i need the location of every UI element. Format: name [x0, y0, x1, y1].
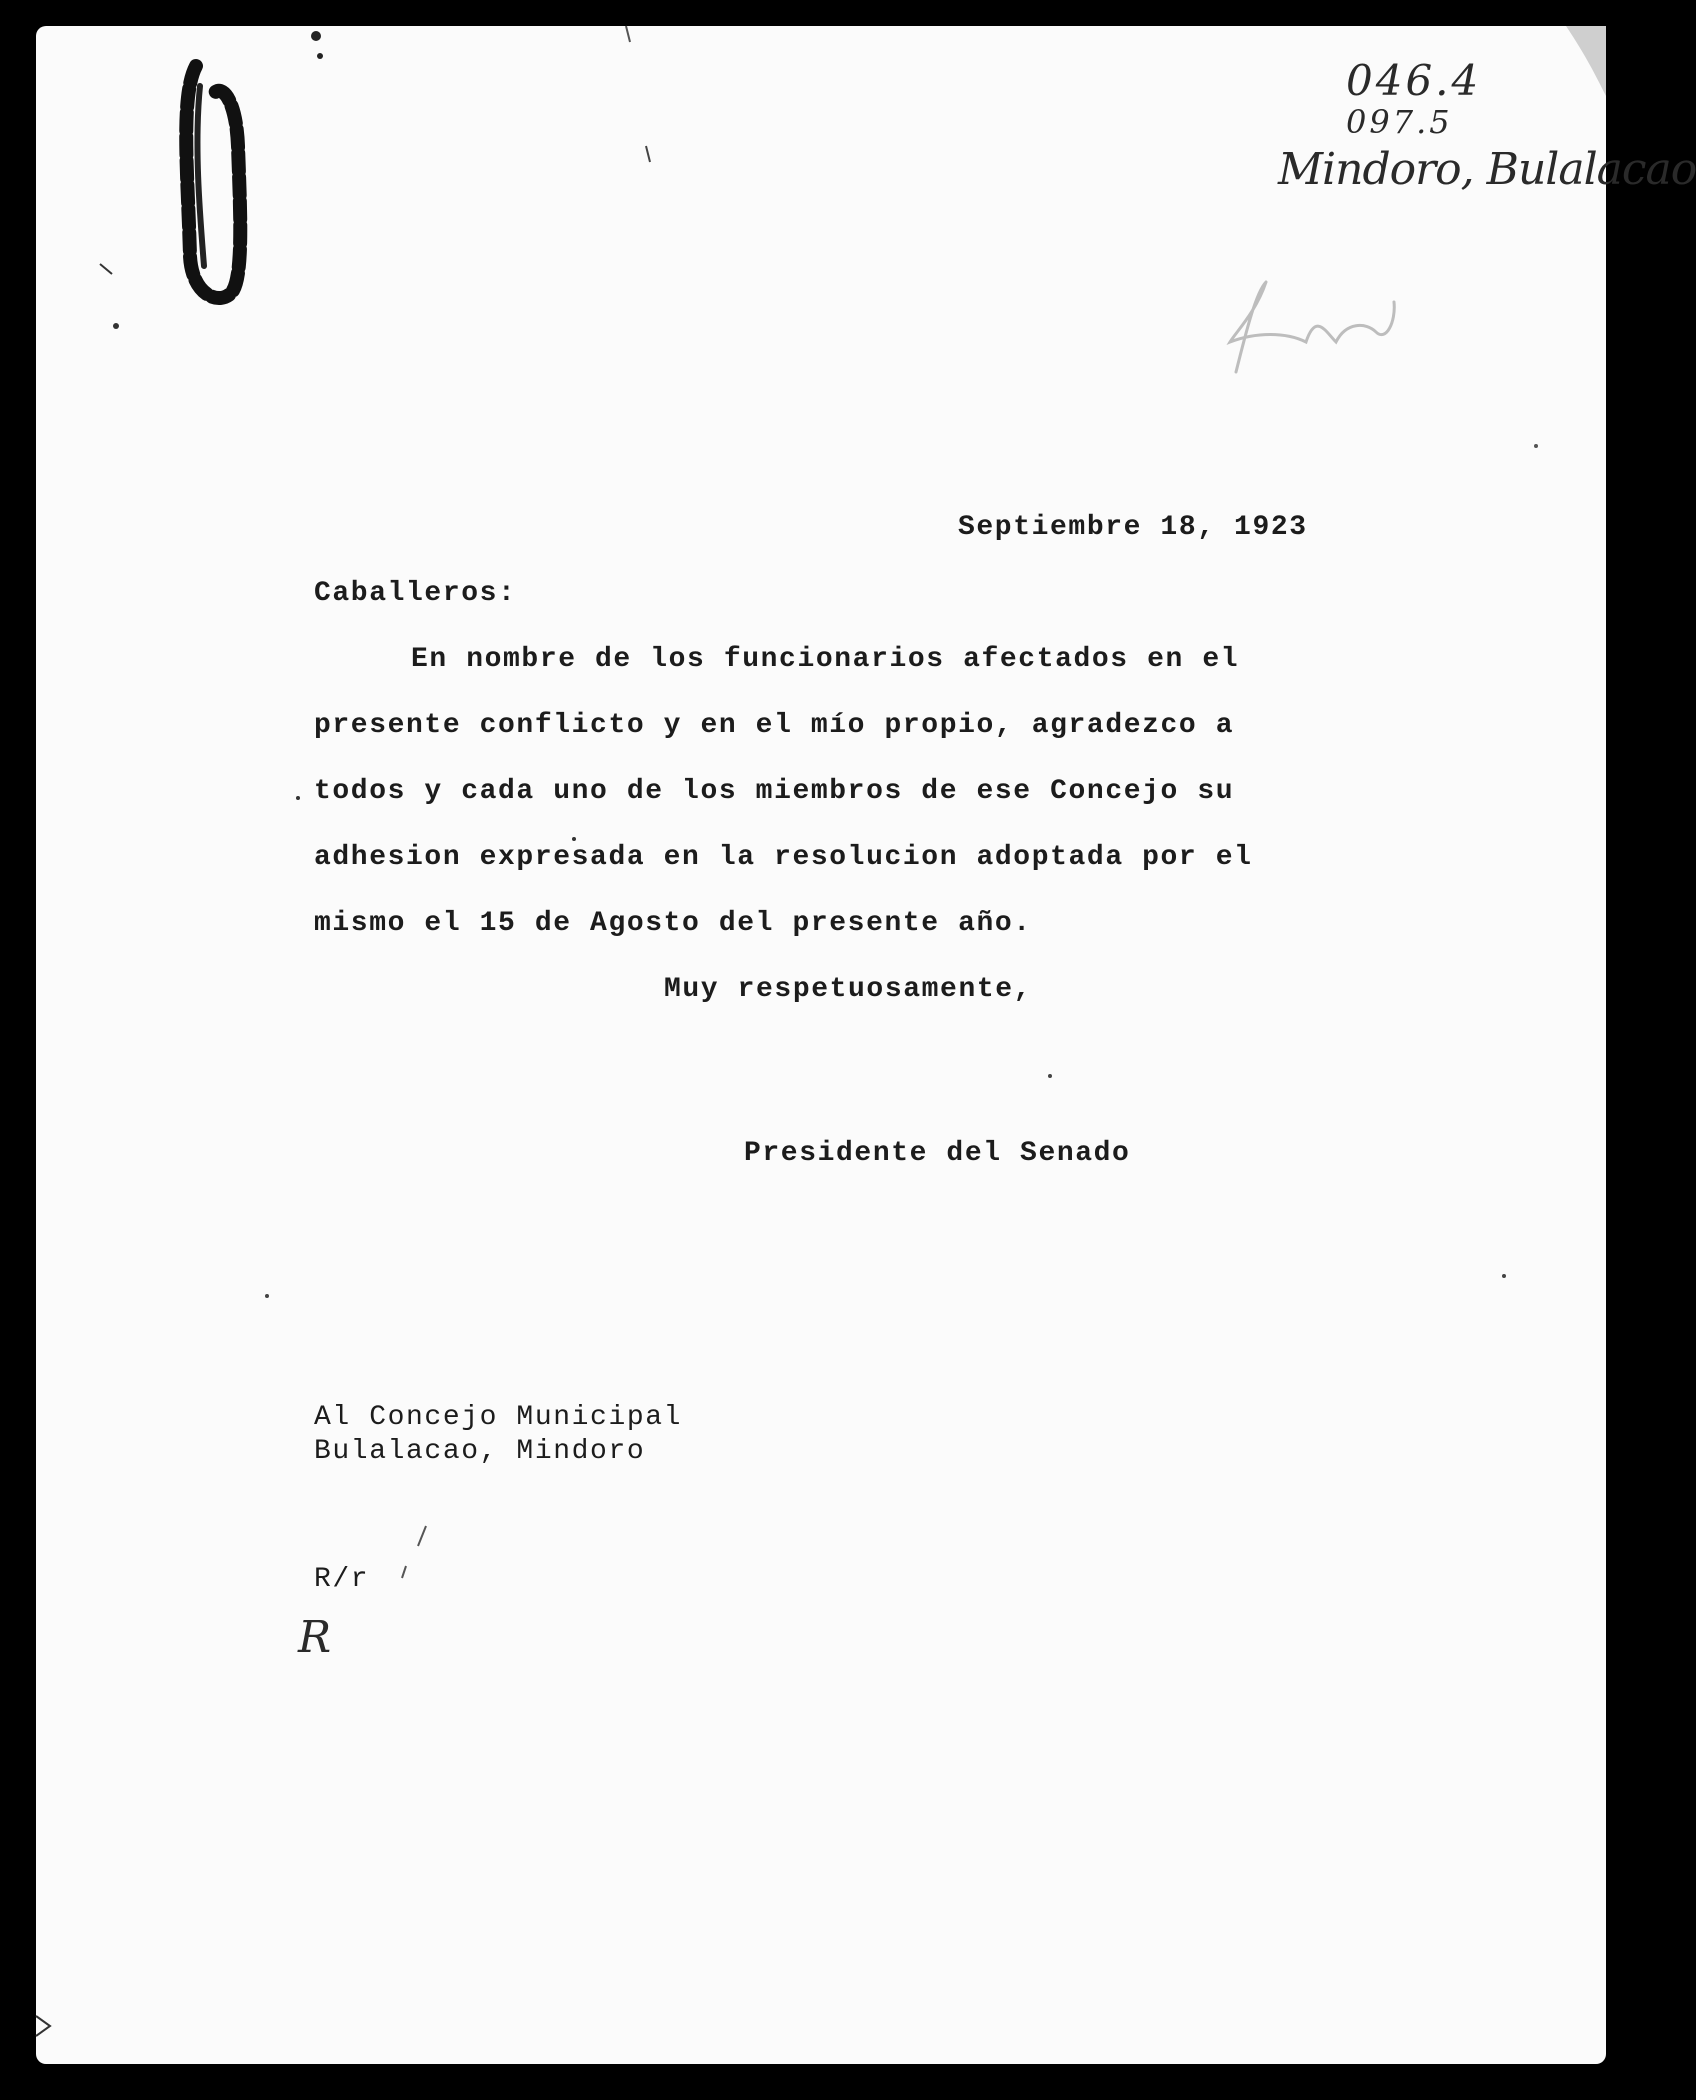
archive-code-1: 046.4 [1346, 56, 1482, 105]
recipient-line-1: Al Concejo Municipal [314, 1402, 683, 1433]
letter-salutation: Caballeros: [314, 578, 517, 609]
signature-title: Presidente del Senado [744, 1138, 1131, 1169]
letter-body-line: todos y cada uno de los miembros de ese Concejo su [314, 776, 1235, 807]
recipient-line-2: Bulalacao, Mindoro [314, 1436, 646, 1467]
letter-body-line: En nombre de los funcionarios afectados en el [411, 644, 1240, 675]
letter-body-line: adhesion expresada en la resolucion adoptada por el [314, 842, 1253, 873]
letter-date: Septiembre 18, 1923 [958, 512, 1308, 543]
reference-initials: R/r [314, 1564, 370, 1595]
letter-body-line: mismo el 15 de Agosto del presente año. [314, 908, 1032, 939]
handwritten-initial: R [298, 1612, 332, 1663]
letter-closing: Muy respetuosamente, [664, 974, 1033, 1005]
archive-code-2: 097.5 [1346, 103, 1453, 141]
pencil-scribble [1226, 272, 1426, 392]
corner-fold [1566, 26, 1606, 96]
archive-subject: Mindoro, Bulalacao [1278, 144, 1696, 195]
letter-page [36, 26, 1696, 2064]
letter-body-line: presente conflicto y en el mío propio, agradezco a [314, 710, 1235, 741]
